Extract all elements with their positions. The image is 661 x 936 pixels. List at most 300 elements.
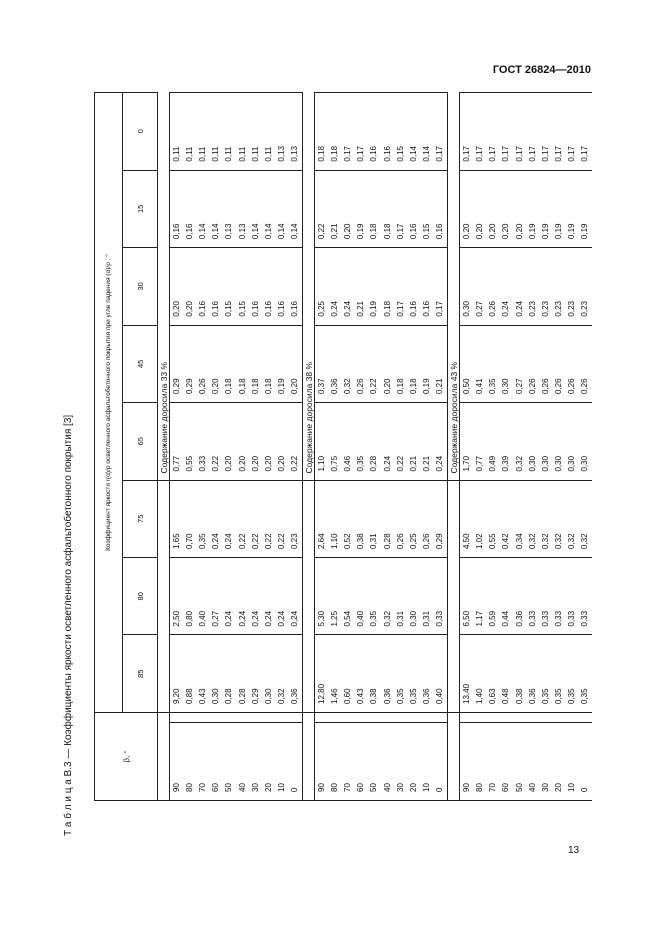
value-cell: 0,36 <box>513 558 526 635</box>
value-cell: 0,80 <box>183 558 196 635</box>
value-cell: 0,50 <box>460 325 474 402</box>
value-cell: 0,35 <box>407 635 420 712</box>
beta-cell: 20 <box>552 723 565 801</box>
table-row <box>434 93 448 801</box>
value-cell: 0,36 <box>420 635 433 712</box>
value-cell: 1,17 <box>474 558 487 635</box>
value-cell: 0,38 <box>368 635 381 712</box>
value-cell: 0,16 <box>183 170 196 247</box>
value-cell: 0,52 <box>342 480 355 557</box>
spacer-cell <box>170 712 184 722</box>
beta-cell: 30 <box>539 723 552 801</box>
value-cell: 0,18 <box>315 93 329 171</box>
value-cell: 0,23 <box>289 480 303 557</box>
value-cell: 0,18 <box>262 325 275 402</box>
standard-code: ГОСТ 26824—2010 <box>492 64 591 76</box>
value-cell: 0,17 <box>394 170 407 247</box>
value-cell: 0,14 <box>262 170 275 247</box>
section-spacer <box>448 712 460 800</box>
spacer-cell <box>183 712 196 722</box>
value-cell: 0,24 <box>381 403 394 480</box>
beta-cell: 10 <box>566 723 579 801</box>
value-cell: 0,54 <box>342 558 355 635</box>
value-cell: 0,30 <box>539 403 552 480</box>
value-cell: 0,34 <box>513 480 526 557</box>
value-cell: 0,17 <box>526 93 539 171</box>
spacer-cell <box>368 712 381 722</box>
beta-cell: 70 <box>197 723 210 801</box>
value-cell: 0,32 <box>513 403 526 480</box>
beta-cell: 30 <box>394 723 407 801</box>
value-cell: 0,24 <box>210 480 223 557</box>
value-cell: 0,32 <box>566 480 579 557</box>
value-cell: 0,19 <box>552 170 565 247</box>
value-cell: 0,18 <box>407 325 420 402</box>
spacer-cell <box>262 712 275 722</box>
beta-cell: 20 <box>407 723 420 801</box>
beta-cell: 80 <box>474 723 487 801</box>
spacer-cell <box>526 712 539 722</box>
value-cell: 0,21 <box>420 403 433 480</box>
spacer-cell <box>434 712 448 722</box>
value-cell: 0,20 <box>500 170 513 247</box>
value-cell: 0,20 <box>262 403 275 480</box>
value-cell: 0,24 <box>342 248 355 325</box>
value-cell: 6,50 <box>460 558 474 635</box>
value-cell: 0,26 <box>394 480 407 557</box>
value-cell: 0,20 <box>513 170 526 247</box>
value-cell: 0,13 <box>289 93 303 171</box>
value-cell: 0,16 <box>368 93 381 171</box>
beta-cell: 40 <box>381 723 394 801</box>
value-cell: 0,19 <box>566 170 579 247</box>
value-cell: 0,27 <box>210 558 223 635</box>
value-cell: 0,21 <box>407 403 420 480</box>
value-cell: 0,16 <box>262 248 275 325</box>
section-header-row <box>448 93 460 801</box>
spacer-cell <box>315 712 329 722</box>
value-cell: 0,40 <box>434 635 448 712</box>
value-cell: 0,27 <box>474 248 487 325</box>
value-cell: 0,18 <box>249 325 262 402</box>
table-container <box>94 92 592 801</box>
value-cell: 0,20 <box>170 248 184 325</box>
beta-cell: 0 <box>434 723 448 801</box>
value-cell: 0,14 <box>249 170 262 247</box>
value-cell: 0,28 <box>236 635 249 712</box>
value-cell: 0,20 <box>249 403 262 480</box>
value-cell: 0,32 <box>526 480 539 557</box>
value-cell: 0,17 <box>487 93 500 171</box>
value-cell: 0,33 <box>197 403 210 480</box>
beta-cell: 40 <box>526 723 539 801</box>
value-cell: 0,18 <box>328 93 341 171</box>
beta-cell: 80 <box>183 723 196 801</box>
column-header: 30 <box>123 248 158 325</box>
beta-cell: 50 <box>513 723 526 801</box>
value-cell: 1,46 <box>328 635 341 712</box>
spacer-cell <box>513 712 526 722</box>
table-row <box>289 93 303 801</box>
value-cell: 0,75 <box>328 403 341 480</box>
value-cell: 0,31 <box>420 558 433 635</box>
column-header: 85 <box>123 635 158 712</box>
beta-cell: 0 <box>289 723 303 801</box>
beta-cell: 20 <box>262 723 275 801</box>
spacer-cell <box>249 712 262 722</box>
table-row <box>513 93 526 801</box>
table-row <box>381 93 394 801</box>
value-cell: 0,18 <box>381 170 394 247</box>
value-cell: 0,20 <box>342 170 355 247</box>
value-cell: 0,19 <box>275 325 288 402</box>
value-cell: 0,22 <box>275 480 288 557</box>
value-cell: 0,16 <box>381 93 394 171</box>
value-cell: 0,17 <box>566 93 579 171</box>
table-row <box>197 93 210 801</box>
beta-cell: 90 <box>460 723 474 801</box>
section-spacer <box>158 480 170 712</box>
value-cell: 0,17 <box>552 93 565 171</box>
table-row <box>223 93 236 801</box>
spacer-cell <box>420 712 433 722</box>
value-cell: 0,17 <box>394 248 407 325</box>
value-cell: 0,24 <box>328 248 341 325</box>
beta-cell: 30 <box>249 723 262 801</box>
table-row <box>275 93 288 801</box>
section-spacer <box>303 712 315 800</box>
value-cell: 2,50 <box>170 558 184 635</box>
value-cell: 0,33 <box>552 558 565 635</box>
value-cell: 0,35 <box>552 635 565 712</box>
value-cell: 0,33 <box>434 558 448 635</box>
section-spacer <box>448 480 460 712</box>
table-row <box>328 93 341 801</box>
value-cell: 0,29 <box>183 325 196 402</box>
group-header: Коэффициент яркости r(α)/ρ осветленного асфальтобетонного покрытия при угле падения (α)/ρ , ° <box>95 93 123 713</box>
beta-cell: 10 <box>275 723 288 801</box>
value-cell: 0,14 <box>275 170 288 247</box>
value-cell: 0,36 <box>381 635 394 712</box>
value-cell: 0,19 <box>355 170 368 247</box>
value-cell: 0,22 <box>262 480 275 557</box>
value-cell: 0,11 <box>249 93 262 171</box>
value-cell: 0,16 <box>434 170 448 247</box>
value-cell: 0,17 <box>434 248 448 325</box>
spacer-cell <box>539 712 552 722</box>
spacer-cell <box>210 712 223 722</box>
section-title: Содержание доросила 43 % <box>448 93 460 481</box>
spacer-cell <box>552 712 565 722</box>
value-cell: 0,22 <box>289 403 303 480</box>
section-spacer <box>303 480 315 712</box>
value-cell: 0,11 <box>236 93 249 171</box>
value-cell: 0,32 <box>381 558 394 635</box>
value-cell: 0,25 <box>407 480 420 557</box>
value-cell: 0,35 <box>579 635 592 712</box>
value-cell: 0,24 <box>236 558 249 635</box>
value-cell: 0,30 <box>552 403 565 480</box>
value-cell: 0,25 <box>315 248 329 325</box>
value-cell: 0,17 <box>460 93 474 171</box>
value-cell: 0,42 <box>500 480 513 557</box>
value-cell: 0,28 <box>368 403 381 480</box>
value-cell: 0,30 <box>262 635 275 712</box>
value-cell: 0,20 <box>381 325 394 402</box>
value-cell: 0,29 <box>249 635 262 712</box>
table-row <box>474 93 487 801</box>
value-cell: 0,30 <box>407 558 420 635</box>
value-cell: 0,33 <box>539 558 552 635</box>
value-cell: 2,64 <box>315 480 329 557</box>
value-cell: 0,11 <box>170 93 184 171</box>
table-row <box>500 93 513 801</box>
value-cell: 0,19 <box>420 325 433 402</box>
value-cell: 0,15 <box>236 248 249 325</box>
value-cell: 0,55 <box>487 480 500 557</box>
value-cell: 0,40 <box>197 558 210 635</box>
value-cell: 0,22 <box>315 170 329 247</box>
value-cell: 0,19 <box>526 170 539 247</box>
beta-cell: 60 <box>500 723 513 801</box>
value-cell: 0,17 <box>434 93 448 171</box>
column-header: 0 <box>123 93 158 171</box>
value-cell: 0,15 <box>223 248 236 325</box>
value-cell: 0,11 <box>183 93 196 171</box>
section-header-row <box>158 93 170 801</box>
value-cell: 0,32 <box>552 480 565 557</box>
value-cell: 0,24 <box>434 403 448 480</box>
table-row <box>526 93 539 801</box>
value-cell: 0,13 <box>236 170 249 247</box>
page-number: 13 <box>568 845 580 856</box>
spacer-cell <box>394 712 407 722</box>
value-cell: 0,22 <box>368 325 381 402</box>
value-cell: 0,37 <box>315 325 329 402</box>
value-cell: 0,18 <box>394 325 407 402</box>
value-cell: 0,70 <box>183 480 196 557</box>
value-cell: 0,16 <box>407 248 420 325</box>
value-cell: 0,11 <box>223 93 236 171</box>
value-cell: 0,60 <box>342 635 355 712</box>
beta-header: β, ° <box>95 712 158 800</box>
value-cell: 0,20 <box>460 170 474 247</box>
value-cell: 5,30 <box>315 558 329 635</box>
value-cell: 0,26 <box>552 325 565 402</box>
value-cell: 0,35 <box>197 480 210 557</box>
value-cell: 0,36 <box>526 635 539 712</box>
beta-cell: 90 <box>170 723 184 801</box>
value-cell: 0,18 <box>236 325 249 402</box>
column-header: 80 <box>123 558 158 635</box>
value-cell: 0,15 <box>420 170 433 247</box>
value-cell: 1,40 <box>474 635 487 712</box>
value-cell: 0,30 <box>460 248 474 325</box>
value-cell: 0,30 <box>210 635 223 712</box>
value-cell: 12,80 <box>315 635 329 712</box>
value-cell: 0,43 <box>197 635 210 712</box>
value-cell: 0,24 <box>513 248 526 325</box>
spacer-cell <box>566 712 579 722</box>
value-cell: 1,65 <box>170 480 184 557</box>
value-cell: 0,77 <box>474 403 487 480</box>
value-cell: 0,19 <box>539 170 552 247</box>
value-cell: 0,24 <box>223 558 236 635</box>
value-cell: 0,26 <box>539 325 552 402</box>
value-cell: 0,33 <box>566 558 579 635</box>
value-cell: 0,26 <box>197 325 210 402</box>
value-cell: 0,32 <box>539 480 552 557</box>
value-cell: 0,20 <box>289 325 303 402</box>
value-cell: 0,21 <box>434 325 448 402</box>
column-header: 45 <box>123 325 158 402</box>
value-cell: 0,46 <box>342 403 355 480</box>
value-cell: 1,70 <box>460 403 474 480</box>
column-header: 65 <box>123 403 158 480</box>
spacer-cell <box>342 712 355 722</box>
spacer-cell <box>500 712 513 722</box>
beta-cell: 10 <box>420 723 433 801</box>
value-cell: 0,32 <box>579 480 592 557</box>
beta-cell: 80 <box>328 723 341 801</box>
value-cell: 0,29 <box>434 480 448 557</box>
value-cell: 0,20 <box>275 403 288 480</box>
value-cell: 0,20 <box>223 403 236 480</box>
beta-cell: 40 <box>236 723 249 801</box>
value-cell: 0,22 <box>236 480 249 557</box>
value-cell: 0,14 <box>210 170 223 247</box>
table-row <box>342 93 355 801</box>
value-cell: 0,16 <box>210 248 223 325</box>
value-cell: 0,36 <box>328 325 341 402</box>
value-cell: 0,26 <box>526 325 539 402</box>
value-cell: 0,35 <box>539 635 552 712</box>
beta-cell: 50 <box>368 723 381 801</box>
table-row <box>355 93 368 801</box>
value-cell: 0,16 <box>170 170 184 247</box>
table-row <box>262 93 275 801</box>
value-cell: 0,63 <box>487 635 500 712</box>
value-cell: 0,24 <box>249 558 262 635</box>
value-cell: 0,23 <box>539 248 552 325</box>
table-row <box>368 93 381 801</box>
value-cell: 0,19 <box>368 248 381 325</box>
value-cell: 0,48 <box>500 635 513 712</box>
section-header-row <box>303 93 315 801</box>
value-cell: 0,13 <box>223 170 236 247</box>
value-cell: 0,40 <box>355 558 368 635</box>
value-cell: 0,21 <box>328 170 341 247</box>
value-cell: 0,17 <box>500 93 513 171</box>
column-header: 75 <box>123 480 158 557</box>
value-cell: 0,22 <box>210 403 223 480</box>
value-cell: 0,20 <box>474 170 487 247</box>
value-cell: 0,24 <box>262 558 275 635</box>
table-row <box>249 93 262 801</box>
spacer-cell <box>223 712 236 722</box>
value-cell: 0,14 <box>407 93 420 171</box>
beta-cell: 90 <box>315 723 329 801</box>
value-cell: 0,24 <box>275 558 288 635</box>
column-header-row <box>123 93 158 801</box>
beta-cell: 70 <box>342 723 355 801</box>
value-cell: 0,26 <box>487 248 500 325</box>
table-row <box>170 93 184 801</box>
value-cell: 0,41 <box>474 325 487 402</box>
value-cell: 0,55 <box>183 403 196 480</box>
value-cell: 0,16 <box>420 248 433 325</box>
table-row <box>315 93 329 801</box>
spacer-cell <box>381 712 394 722</box>
value-cell: 0,16 <box>289 248 303 325</box>
value-cell: 0,38 <box>513 635 526 712</box>
spacer-cell <box>474 712 487 722</box>
value-cell: 0,31 <box>368 480 381 557</box>
rotated-table-block <box>63 91 593 836</box>
value-cell: 0,22 <box>394 403 407 480</box>
table-row <box>394 93 407 801</box>
value-cell: 0,30 <box>579 403 592 480</box>
value-cell: 0,24 <box>289 558 303 635</box>
table-row <box>210 93 223 801</box>
table-row <box>236 93 249 801</box>
value-cell: 0,36 <box>289 635 303 712</box>
value-cell: 1,02 <box>474 480 487 557</box>
value-cell: 0,23 <box>526 248 539 325</box>
table-row <box>420 93 433 801</box>
value-cell: 0,21 <box>355 248 368 325</box>
table-row <box>460 93 474 801</box>
value-cell: 0,30 <box>500 325 513 402</box>
value-cell: 0,24 <box>500 248 513 325</box>
value-cell: 0,27 <box>513 325 526 402</box>
value-cell: 4,50 <box>460 480 474 557</box>
value-cell: 0,44 <box>500 558 513 635</box>
spacer-cell <box>328 712 341 722</box>
value-cell: 0,19 <box>579 170 592 247</box>
value-cell: 0,20 <box>210 325 223 402</box>
value-cell: 0,14 <box>420 93 433 171</box>
value-cell: 0,32 <box>342 325 355 402</box>
table-row <box>407 93 420 801</box>
value-cell: 0,23 <box>579 248 592 325</box>
value-cell: 0,18 <box>223 325 236 402</box>
spacer-cell <box>289 712 303 722</box>
section-spacer <box>158 712 170 800</box>
spacer-cell <box>236 712 249 722</box>
spacer-cell <box>407 712 420 722</box>
value-cell: 0,28 <box>223 635 236 712</box>
value-cell: 0,39 <box>500 403 513 480</box>
value-cell: 0,14 <box>197 170 210 247</box>
table-row <box>579 93 592 801</box>
value-cell: 0,17 <box>355 93 368 171</box>
value-cell: 0,11 <box>197 93 210 171</box>
table-caption: Т а б л и ц а В.3 — Коэффициенты яркости осветленного асфальтобетонного покрытия [3] <box>63 414 74 836</box>
value-cell: 0,16 <box>249 248 262 325</box>
spacer-cell <box>197 712 210 722</box>
beta-cell: 50 <box>223 723 236 801</box>
beta-cell: 60 <box>355 723 368 801</box>
value-cell: 0,33 <box>526 558 539 635</box>
value-cell: 0,59 <box>487 558 500 635</box>
beta-cell: 70 <box>487 723 500 801</box>
column-header: 15 <box>123 170 158 247</box>
value-cell: 0,77 <box>170 403 184 480</box>
value-cell: 0,26 <box>420 480 433 557</box>
value-cell: 0,35 <box>368 558 381 635</box>
value-cell: 0,17 <box>539 93 552 171</box>
